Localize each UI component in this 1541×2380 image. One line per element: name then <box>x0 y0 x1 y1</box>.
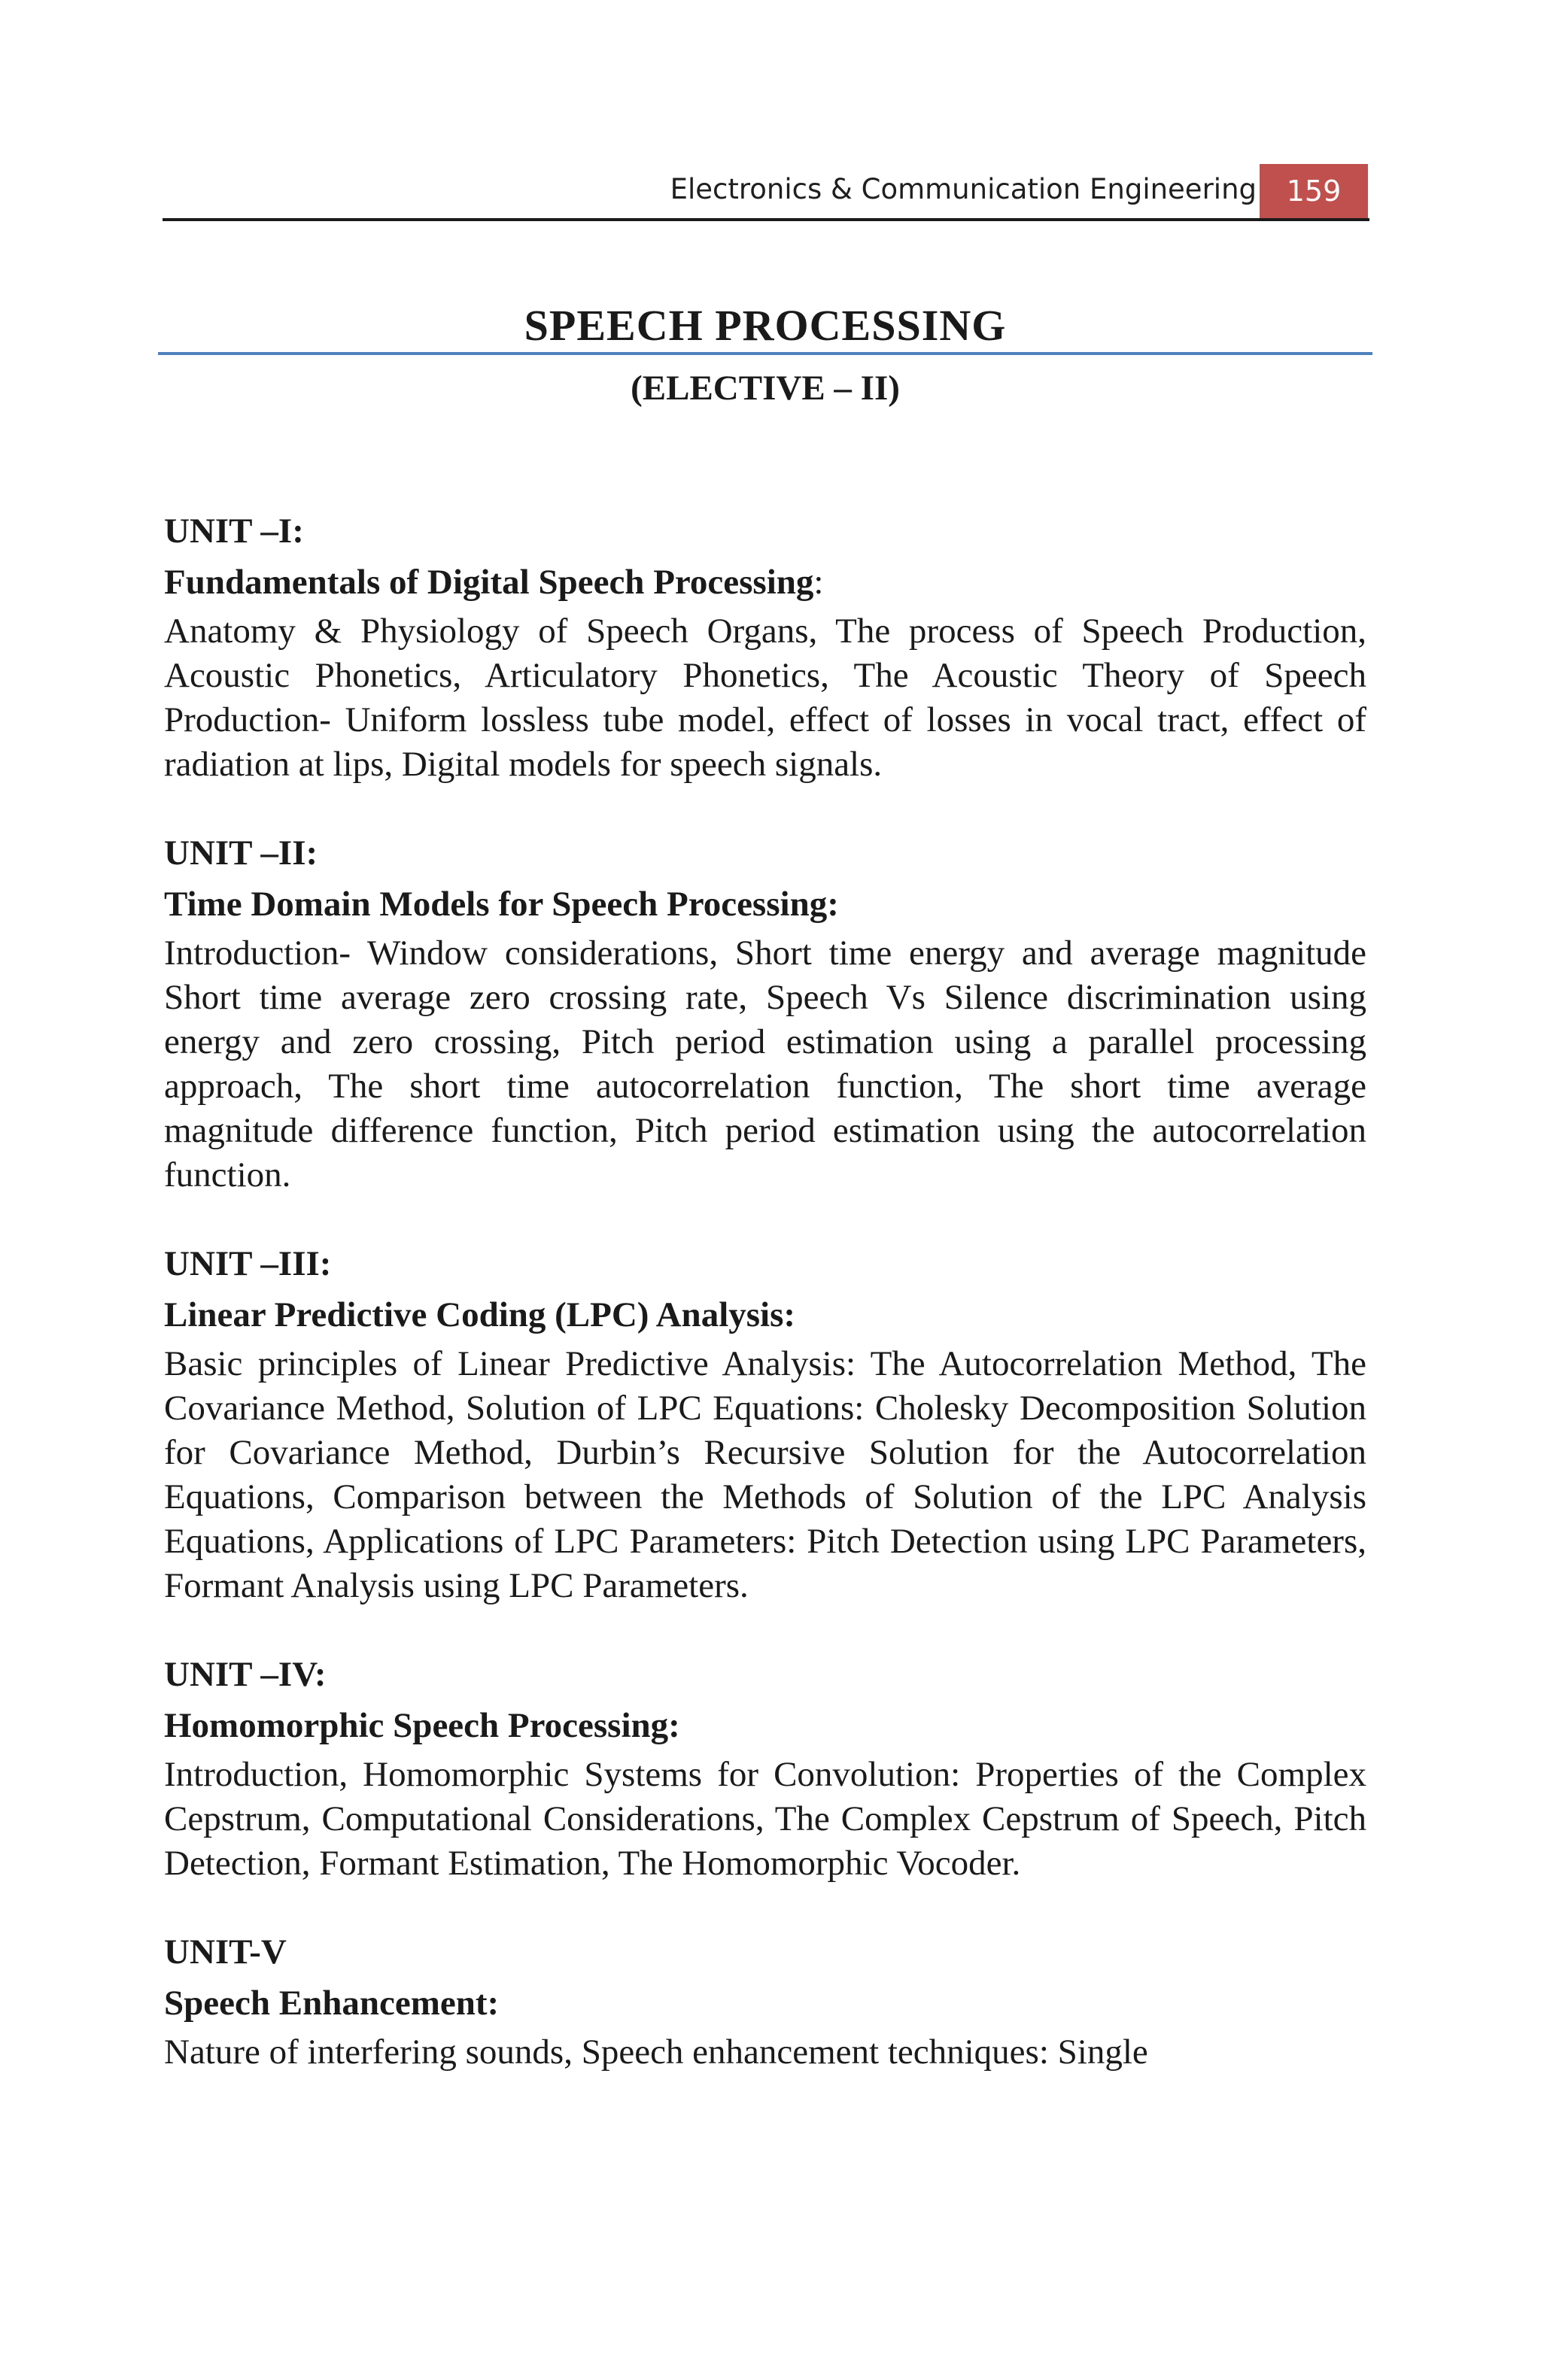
unit-heading-text: Linear Predictive Coding (LPC) Analysis: <box>164 1295 796 1334</box>
unit-2-section <box>164 827 1366 1198</box>
unit-label: UNIT –II: <box>164 833 318 873</box>
unit-heading-text: Homomorphic Speech Processing: <box>164 1706 680 1745</box>
unit-body: Anatomy & Physiology of Speech Organs, The process of Speech Production, Acoustic Phonetics, Articulatory Phonetics, The Acoustic Theory of Speech Production- Uniform lossless tube model, effect of losses in vocal tract, effect of radiation at lips, Digital models for speech signals. <box>164 612 1366 784</box>
title-divider <box>158 352 1372 355</box>
unit-4-section <box>164 1649 1366 1886</box>
unit-label: UNIT-V <box>164 1932 287 1972</box>
header-divider <box>163 218 1369 221</box>
unit-label: UNIT –III: <box>164 1244 332 1283</box>
unit-3-section <box>164 1238 1366 1608</box>
unit-label: UNIT –I: <box>164 512 304 551</box>
unit-heading <box>164 879 1366 930</box>
title-block <box>158 299 1372 409</box>
header-title: Electronics & Communication Engineering <box>670 173 1257 205</box>
unit-body: Basic principles of Linear Predictive Analysis: The Autocorrelation Method, The Covariance Method, Solution of LPC Equations: Cholesky Decomposition Solution for Covariance Method, Durbin’s Recursive Solution for the Autocorrelation Equations, Comparison between the Methods of Solution of the LPC Analysis Equations, Applications of LPC Parameters: Pitch Detection using LPC Parameters, Formant Analysis using LPC Parameters. <box>164 1344 1366 1605</box>
unit-5-section <box>164 1926 1366 2075</box>
unit-heading-text: Fundamentals of Digital Speech Processing <box>164 563 814 602</box>
document-subtitle: (ELECTIVE – II) <box>631 369 900 408</box>
unit-1-section <box>164 505 1366 787</box>
unit-label: UNIT –IV: <box>164 1655 327 1694</box>
unit-heading-text: Speech Enhancement: <box>164 1984 500 2023</box>
unit-body: Introduction, Homomorphic Systems for Convolution: Properties of the Complex Cepstrum, Computational Considerations, The Complex Cepstrum of Speech, Pitch Detection, Formant Estimation, The Homomorphic Vocoder. <box>164 1755 1366 1883</box>
page-header <box>163 162 1369 221</box>
unit-heading <box>164 1700 1366 1751</box>
unit-body: Nature of interfering sounds, Speech enhancement techniques: Single <box>164 2032 1148 2072</box>
unit-heading <box>164 1978 1366 2029</box>
unit-heading <box>164 557 1366 608</box>
unit-heading-suffix: : <box>813 563 824 602</box>
unit-heading <box>164 1289 1366 1340</box>
document-title: SPEECH PROCESSING <box>524 301 1007 350</box>
unit-body: Introduction- Window considerations, Short time energy and average magnitude Short time average zero crossing rate, Speech Vs Silence discrimination using energy and zero crossing, Pitch period estimation using a parallel processing approach, The short time autocorrelation function, The short time average magnitude difference function, Pitch period estimation using the autocorrelation function. <box>164 933 1366 1195</box>
page-number-badge: 159 <box>1260 164 1368 218</box>
syllabus-content <box>164 505 1366 2115</box>
unit-heading-text: Time Domain Models for Speech Processing: <box>164 885 839 924</box>
